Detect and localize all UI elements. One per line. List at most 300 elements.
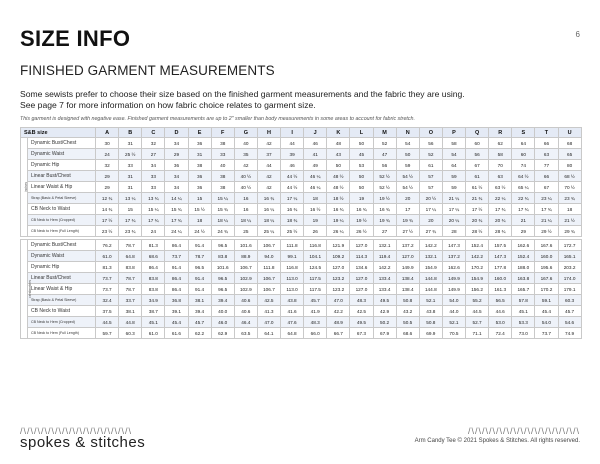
measurement-value: 137.2 (396, 240, 419, 251)
size-column-header: C (142, 128, 165, 138)
measurement-value: 16 ¾ (350, 204, 373, 215)
measurement-value: 59 (396, 160, 419, 171)
measurement-value: 54.0 (535, 317, 558, 328)
measurement-value: 28 ½ (466, 226, 489, 237)
measurement-value: 62.9 (211, 328, 234, 339)
measurement-value: 35 (234, 149, 257, 160)
measurement-value: 26 ¼ (327, 226, 350, 237)
measurement-value: 57 (419, 171, 442, 182)
measurement-value: 44 (281, 138, 304, 149)
measurement-value: 96.5 (188, 262, 211, 273)
intro-text (20, 89, 580, 110)
measurement-value: 45.1 (142, 317, 165, 328)
measurement-value: 61 (466, 171, 489, 182)
measurement-value: 42.5 (257, 295, 280, 306)
measurement-value: 63 (535, 149, 558, 160)
measurement-value: 17 ¾ (119, 215, 142, 226)
size-column-header: T (535, 128, 558, 138)
measurement-value: 23 ¾ (119, 226, 142, 237)
measurement-value: 54 ½ (396, 171, 419, 182)
measurement-value: 86.4 (165, 284, 188, 295)
measurement-value: 73.0 (512, 328, 535, 339)
measurement-value: 16 ¼ (257, 204, 280, 215)
measurement-value: 147.3 (442, 240, 465, 251)
measurement-value: 20 ¾ (466, 215, 489, 226)
measurement-value: 27 ¾ (419, 226, 442, 237)
measurement-value: 156.2 (466, 284, 489, 295)
measurement-value: 94.0 (257, 251, 280, 262)
measurement-value: 44.6 (489, 306, 512, 317)
measurement-value: 25 ¼ (257, 226, 280, 237)
measurement-value: 17 ¾ (489, 204, 512, 215)
measurement-value: 15 ¾ (211, 204, 234, 215)
measurement-row (21, 317, 582, 328)
measurement-value: 106.7 (257, 284, 280, 295)
measurement-value: 30 (96, 138, 119, 149)
measurement-label: CB Neck to Waist (28, 306, 96, 317)
measurement-value: 19 ½ (373, 193, 396, 204)
measurement-value: 61 ½ (466, 182, 489, 193)
measurement-value: 42 (257, 138, 280, 149)
measurement-value: 40 (211, 160, 234, 171)
size-column-header: P (442, 128, 465, 138)
measurement-value: 40 ½ (234, 171, 257, 182)
measurement-value: 19 ¾ (373, 215, 396, 226)
measurement-value: 52 ½ (373, 171, 396, 182)
measurement-value: 48.3 (304, 317, 327, 328)
measurement-value: 72.4 (489, 328, 512, 339)
measurement-value: 28 (442, 226, 465, 237)
measurement-value: 170.2 (535, 284, 558, 295)
measurement-row (21, 149, 582, 160)
measurement-value: 83.8 (119, 262, 142, 273)
measurement-label: Dynamic Waist (28, 251, 96, 262)
measurement-value: 38 (211, 171, 234, 182)
size-column-header: E (188, 128, 211, 138)
measurement-value: 54 ½ (396, 182, 419, 193)
measurement-value: 48.3 (350, 295, 373, 306)
measurement-value: 50 (350, 171, 373, 182)
measurement-value: 124.5 (304, 262, 327, 273)
measurement-value: 68 (558, 138, 581, 149)
measurement-value: 68.6 (142, 251, 165, 262)
measurement-value: 67 (466, 160, 489, 171)
measurement-value: 52.1 (442, 317, 465, 328)
measurement-value: 86.4 (165, 240, 188, 251)
measurement-label: Linear Bust/Chest (28, 171, 96, 182)
measurement-value: 38.7 (142, 306, 165, 317)
measurement-value: 21 ½ (558, 215, 581, 226)
page-title: SIZE INFO (20, 26, 131, 51)
measurement-value: 64 (512, 138, 535, 149)
measurement-value: 18 (304, 193, 327, 204)
measurement-value: 54.6 (558, 317, 581, 328)
measurement-value: 163.8 (512, 273, 535, 284)
measurement-value: 31 (119, 171, 142, 182)
measurement-value: 44 ½ (281, 182, 304, 193)
measurement-value: 18 ¼ (211, 215, 234, 226)
measurement-value: 48 (327, 138, 350, 149)
measurement-value: 23 ½ (96, 226, 119, 237)
measurement-value: 123.2 (327, 284, 350, 295)
measurement-value: 31 (119, 138, 142, 149)
measurement-value: 34.9 (142, 295, 165, 306)
measurement-value: 91.4 (188, 273, 211, 284)
measurement-value: 24 ¾ (211, 226, 234, 237)
measurement-value: 68 ½ (558, 171, 581, 182)
measurement-row (21, 328, 582, 339)
size-column-header: S (512, 128, 535, 138)
measurement-value: 123.2 (327, 273, 350, 284)
measurement-value: 19 ¾ (396, 215, 419, 226)
measurement-value: 142.2 (466, 251, 489, 262)
measurement-value: 59 (442, 171, 465, 182)
measurement-value: 63 (489, 171, 512, 182)
size-column-header: O (419, 128, 442, 138)
measurement-value: 38.1 (119, 306, 142, 317)
measurement-value: 15 ¼ (142, 204, 165, 215)
size-column-header: F (211, 128, 234, 138)
measurement-row (21, 240, 582, 251)
measurement-value: 60 (512, 149, 535, 160)
measurement-value: 203.2 (558, 262, 581, 273)
measurement-value: 117.5 (304, 284, 327, 295)
measurement-value: 101.6 (234, 240, 257, 251)
measurement-value: 52 (419, 149, 442, 160)
size-header-row (21, 128, 582, 138)
measurement-row (21, 215, 582, 226)
measurement-value: 56 (419, 138, 442, 149)
measurement-value: 34 (142, 160, 165, 171)
measurement-value: 49 (304, 160, 327, 171)
measurement-value: 45.7 (558, 306, 581, 317)
measurement-value: 132.1 (419, 251, 442, 262)
measurement-value: 177.8 (489, 262, 512, 273)
measurement-value: 46.0 (211, 317, 234, 328)
size-column-header: Q (466, 128, 489, 138)
measurement-value: 50 (327, 160, 350, 171)
measurement-value: 50.2 (373, 317, 396, 328)
unit-group-label (21, 240, 33, 339)
measurement-value: 54.0 (442, 295, 465, 306)
measurement-value: 17 ¼ (419, 204, 442, 215)
measurement-value: 195.6 (535, 262, 558, 273)
measurement-value: 24 ½ (188, 226, 211, 237)
measurement-value: 57 (419, 182, 442, 193)
measurement-value: 106.7 (257, 273, 280, 284)
measurement-row (21, 160, 582, 171)
measurement-value: 106.7 (257, 240, 280, 251)
measurement-value: 46 (281, 160, 304, 171)
measurement-value: 31 (119, 182, 142, 193)
measurement-value: 29 (96, 171, 119, 182)
measurement-value: 170.2 (466, 262, 489, 273)
measurement-value: 80 (558, 160, 581, 171)
measurement-value: 32 (96, 160, 119, 171)
measurement-value: 26 ½ (350, 226, 373, 237)
measurement-value: 67.3 (350, 328, 373, 339)
measurement-value: 111.8 (281, 240, 304, 251)
measurement-label: Strap (Basic & Petal Sleeve) (28, 295, 96, 306)
measurement-value: 25 ½ (281, 226, 304, 237)
measurement-value: 41.9 (304, 306, 327, 317)
measurement-value: 50.5 (396, 317, 419, 328)
measurement-value: 17 ¼ (442, 204, 465, 215)
measurement-value: 15 (188, 193, 211, 204)
measurement-value: 55.2 (466, 295, 489, 306)
measurement-value: 31 (188, 149, 211, 160)
measurement-value: 69.9 (419, 328, 442, 339)
measurement-label: CB Neck to Hem (Full Length) (28, 226, 96, 237)
measurement-value: 19 (350, 193, 373, 204)
measurement-value: 48 ½ (327, 182, 350, 193)
measurement-value: 23 ¾ (558, 193, 581, 204)
measurement-value: 83.8 (142, 273, 165, 284)
measurement-value: 41 (304, 149, 327, 160)
measurement-value: 15 ¼ (211, 193, 234, 204)
measurement-value: 127.0 (350, 284, 373, 295)
measurement-value: 174.0 (558, 273, 581, 284)
measurement-value: 165.7 (512, 284, 535, 295)
measurement-value: 74 (512, 160, 535, 171)
measurement-value: 16 (234, 204, 257, 215)
measurement-value: 33 (142, 182, 165, 193)
measurement-value: 66.0 (304, 328, 327, 339)
measurement-value: 73.7 (165, 251, 188, 262)
measurement-value: 133.4 (373, 273, 396, 284)
measurement-value: 52.7 (466, 317, 489, 328)
measurement-value: 22 ¾ (512, 193, 535, 204)
measurement-value: 149.9 (442, 284, 465, 295)
measurement-value: 44.5 (466, 306, 489, 317)
measurement-value: 154.9 (419, 262, 442, 273)
measurement-value: 41.6 (281, 306, 304, 317)
measurement-value: 119.4 (373, 251, 396, 262)
brand-logo-text: spokes & stitches (20, 434, 146, 451)
measurement-value: 50 (350, 182, 373, 193)
measurement-value: 137.2 (442, 251, 465, 262)
measurement-label: Dynamic Bust/Chest (28, 138, 96, 149)
measurement-value: 18 (188, 215, 211, 226)
ease-note: This garment is designed with negative ease. Finished garment measurements are up to 2" smaller than body measurements in some areas to account for fabric stretch. (20, 116, 415, 122)
measurement-value: 46 (304, 138, 327, 149)
measurement-value: 65 (558, 149, 581, 160)
copyright-text: Arm Candy Tee © 2021 Spokes & Stitches. All rights reserved. (414, 438, 580, 444)
measurement-value: 88.9 (234, 251, 257, 262)
measurement-value: 113.0 (281, 284, 304, 295)
measurement-value: 17 ½ (466, 204, 489, 215)
measurement-value: 42 (257, 182, 280, 193)
measurement-label: CB Neck to Hem (Full Length) (28, 328, 96, 339)
measurement-value: 111.8 (257, 262, 280, 273)
measurement-value: 44 (257, 160, 280, 171)
measurement-value: 16 ½ (304, 204, 327, 215)
measurement-value: 99.1 (281, 251, 304, 262)
measurement-value: 28 ¾ (489, 226, 512, 237)
measurement-value: 49.5 (350, 317, 373, 328)
measurement-value: 18 ¾ (281, 215, 304, 226)
measurement-value: 73.7 (96, 273, 119, 284)
measurement-value: 101.6 (211, 262, 234, 273)
measurement-value: 33 (142, 171, 165, 182)
measurement-value: 43.8 (281, 295, 304, 306)
size-column-header: M (373, 128, 396, 138)
measurement-value: 50 (396, 149, 419, 160)
measurement-value: 53 (350, 160, 373, 171)
measurement-value: 44 ½ (281, 171, 304, 182)
size-column-header: N (396, 128, 419, 138)
measurement-value: 144.8 (419, 284, 442, 295)
measurement-value: 18 ½ (327, 193, 350, 204)
measurement-value: 26 (304, 226, 327, 237)
measurement-value: 13 ¾ (142, 193, 165, 204)
measurement-value: 78.7 (119, 240, 142, 251)
measurement-value: 54 (442, 149, 465, 160)
measurement-value: 46 ¼ (304, 182, 327, 193)
measurement-value: 121.9 (327, 240, 350, 251)
measurement-value: 64.8 (119, 251, 142, 262)
measurement-value: 149.9 (442, 273, 465, 284)
measurement-value: 60 (466, 138, 489, 149)
size-column-header: D (165, 128, 188, 138)
measurement-value: 17 ¼ (281, 193, 304, 204)
zigzag-decoration-left: /\/\/\/\/\/\/\/\/\/\/\/\/\/\/\/\ (20, 426, 133, 436)
measurement-value: 64 ½ (512, 171, 535, 182)
measurement-value: 59.7 (96, 328, 119, 339)
measurement-table (20, 127, 582, 339)
measurement-value: 12 ¾ (96, 193, 119, 204)
measurement-value: 76.2 (96, 240, 119, 251)
measurement-value: 25 (234, 226, 257, 237)
measurement-row (21, 171, 582, 182)
measurement-value: 36.8 (165, 295, 188, 306)
measurement-value: 46 ¼ (304, 171, 327, 182)
measurement-value: 16 ¾ (281, 204, 304, 215)
measurement-value: 18 ¼ (257, 215, 280, 226)
measurement-value: 17 ½ (96, 215, 119, 226)
measurement-value: 40.6 (234, 306, 257, 317)
measurement-value: 154.9 (466, 273, 489, 284)
measurement-value: 29 (512, 226, 535, 237)
measurement-value: 29 (165, 149, 188, 160)
measurement-value: 188.0 (512, 262, 535, 273)
measurement-value: 61.0 (142, 328, 165, 339)
measurement-value: 52 ½ (373, 182, 396, 193)
measurement-value: 17 (396, 204, 419, 215)
measurement-label: Linear Waist & Hip (28, 284, 96, 295)
measurement-value: 64.1 (257, 328, 280, 339)
measurement-value: 54 (396, 138, 419, 149)
measurement-value: 37.5 (96, 306, 119, 317)
measurement-value: 29 ¾ (558, 226, 581, 237)
measurement-value: 138.4 (396, 284, 419, 295)
measurement-value: 83.8 (142, 284, 165, 295)
measurement-value: 17 ¾ (512, 204, 535, 215)
measurement-value: 45.1 (512, 306, 535, 317)
measurement-value: 65 ¼ (512, 182, 535, 193)
measurement-value: 25 ½ (119, 149, 142, 160)
measurement-label: Linear Waist & Hip (28, 182, 96, 193)
measurement-value: 157.5 (489, 240, 512, 251)
measurement-value: 39 (281, 149, 304, 160)
measurement-value: 40 ½ (234, 182, 257, 193)
measurement-value: 83.8 (211, 251, 234, 262)
measurement-value: 43 (327, 149, 350, 160)
measurement-value: 96.5 (211, 284, 234, 295)
measurement-value: 86.4 (165, 273, 188, 284)
measurement-value: 38 (211, 182, 234, 193)
measurement-value: 59 (442, 182, 465, 193)
measurement-value: 66 (535, 171, 558, 182)
measurement-value: 15 ¾ (165, 204, 188, 215)
measurement-value: 64 (442, 160, 465, 171)
measurement-value: 81.3 (142, 240, 165, 251)
measurement-value: 109.2 (327, 251, 350, 262)
measurement-value: 71.1 (466, 328, 489, 339)
measurement-value: 59.1 (535, 295, 558, 306)
measurement-value: 24 (142, 226, 165, 237)
measurement-value: 21 (512, 215, 535, 226)
measurement-value: 15 (119, 204, 142, 215)
unit-group-label-text: inches (24, 181, 29, 193)
measurement-label: Dynamic Hip (28, 262, 96, 273)
measurement-label: CB Neck to Waist (28, 204, 96, 215)
measurement-row (21, 273, 582, 284)
measurement-value: 106.7 (234, 262, 257, 273)
measurement-value: 73.7 (96, 284, 119, 295)
measurement-row (21, 306, 582, 317)
intro-line: Some sewists prefer to choose their size based on the finished garment measurements and the fabric they are using. (20, 89, 465, 99)
measurement-value: 40 (234, 138, 257, 149)
size-header-label: S&B size (21, 128, 96, 138)
measurement-value: 47.0 (327, 295, 350, 306)
measurement-value: 116.8 (281, 262, 304, 273)
measurement-value: 132.1 (373, 240, 396, 251)
measurement-value: 96.5 (211, 240, 234, 251)
measurement-value: 24 (96, 149, 119, 160)
measurement-value: 165.1 (558, 251, 581, 262)
measurement-value: 104.1 (304, 251, 327, 262)
measurement-value: 102.9 (234, 284, 257, 295)
measurement-value: 63 ½ (489, 182, 512, 193)
measurement-row (21, 284, 582, 295)
measurement-value: 21 ¾ (466, 193, 489, 204)
measurement-value: 17 ¾ (142, 215, 165, 226)
measurement-value: 42 (234, 160, 257, 171)
measurement-value: 70.5 (442, 328, 465, 339)
measurement-value: 29 ½ (535, 226, 558, 237)
measurement-value: 58 (489, 149, 512, 160)
measurement-value: 147.3 (489, 251, 512, 262)
measurement-value: 61.0 (96, 251, 119, 262)
measurement-value: 33 (119, 160, 142, 171)
measurement-value: 134.6 (350, 262, 373, 273)
measurement-value: 73.7 (535, 328, 558, 339)
measurement-value: 47.0 (257, 317, 280, 328)
size-column-header: R (489, 128, 512, 138)
measurement-value: 127.0 (350, 273, 373, 284)
size-column-header: K (327, 128, 350, 138)
measurement-value: 39.4 (211, 295, 234, 306)
measurement-value: 32.4 (96, 295, 119, 306)
size-column-header: A (96, 128, 119, 138)
measurement-value: 61.6 (165, 328, 188, 339)
measurement-value: 57.8 (512, 295, 535, 306)
size-column-header: B (119, 128, 142, 138)
measurement-value: 127.0 (396, 251, 419, 262)
measurement-value: 179.1 (558, 284, 581, 295)
measurement-label: CB Neck to Hem (Cropped) (28, 317, 96, 328)
